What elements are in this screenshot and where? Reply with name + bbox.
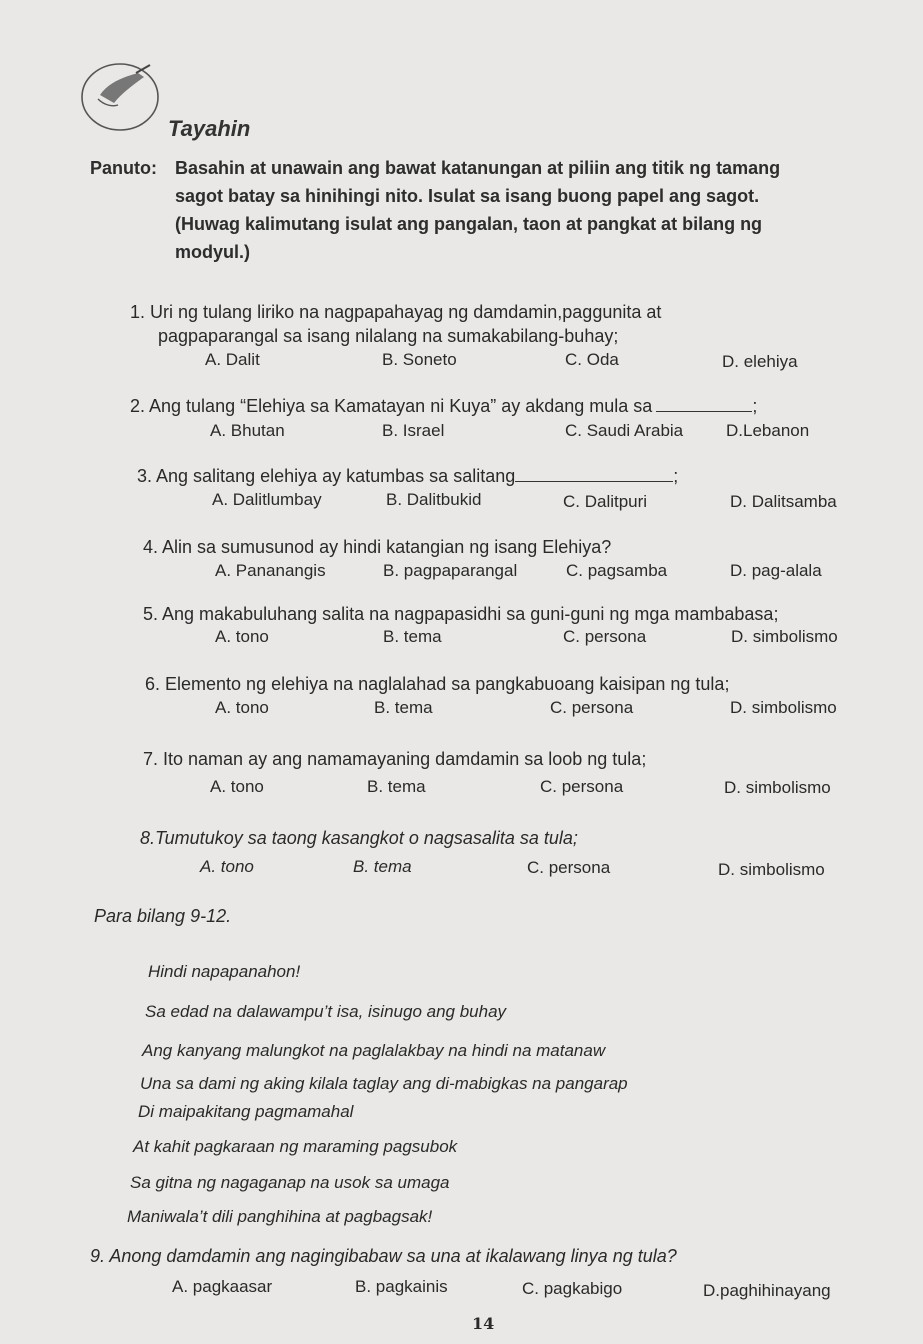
- question-3-option-a: A. Dalitlumbay: [212, 490, 322, 509]
- question-3-option-d: D. Dalitsamba: [730, 492, 837, 511]
- question-9-option-b: B. pagkainis: [355, 1277, 448, 1296]
- question-2-option-b: B. Israel: [382, 421, 445, 440]
- question-1-option-b: B. Soneto: [382, 350, 457, 369]
- poem-line-6: At kahit pagkaraan ng maraming pagsubok: [133, 1137, 458, 1156]
- poem-line-8: Maniwala’t dili panghihina at pagbagsak!: [127, 1207, 433, 1226]
- poem-line-5: Di maipakitang pagmamahal: [138, 1102, 354, 1121]
- question-6-option-d: D. simbolismo: [730, 698, 837, 717]
- question-1-option-c: C. Oda: [565, 350, 619, 369]
- question-1-text-line-1: 1. Uri ng tulang liriko na nagpapahayag ng damdamin,paggunita at: [130, 302, 662, 322]
- poem-line-2: Sa edad na dalawampu’t isa, isinugo ang buhay: [145, 1002, 507, 1021]
- question-9-option-a: A. pagkaasar: [172, 1277, 273, 1296]
- question-9-option-c: C. pagkabigo: [522, 1279, 623, 1298]
- question-1-text-line-2: pagpaparangal sa isang nilalang na sumakabilang-buhay;: [158, 326, 619, 346]
- question-7-option-c: C. persona: [540, 777, 624, 796]
- section-title: Tayahin: [168, 116, 251, 141]
- question-4-option-a: A. Pananangis: [215, 561, 326, 580]
- question-8-option-b: B. tema: [353, 857, 412, 876]
- question-8-option-c: C. persona: [527, 858, 611, 877]
- instructions-line-1: Basahin at unawain ang bawat katanungan at piliin ang titik ng tamang: [175, 158, 781, 178]
- poem-line-7: Sa gitna ng nagaganap na usok sa umaga: [130, 1173, 450, 1192]
- poem-line-3: Ang kanyang malungkot na paglalakbay na hindi na matanaw: [142, 1041, 606, 1060]
- instructions-line-2: sagot batay sa hinihingi nito. Isulat sa isang buong papel ang sagot.: [175, 186, 760, 206]
- answer-blank: [515, 467, 673, 482]
- question-7-text: 7. Ito naman ay ang namamayaning damdamin sa loob ng tula;: [143, 749, 647, 769]
- question-8-option-a: A. tono: [200, 857, 254, 876]
- question-7-option-b: B. tema: [367, 777, 426, 796]
- writing-hand-icon: [78, 55, 168, 140]
- question-6-option-a: A. tono: [215, 698, 269, 717]
- page-number: 14: [472, 1314, 495, 1333]
- question-2-option-c: C. Saudi Arabia: [565, 421, 684, 440]
- question-5-option-b: B. tema: [383, 627, 442, 646]
- question-7-option-a: A. tono: [210, 777, 264, 796]
- poem-line-1: Hindi napapanahon!: [148, 962, 301, 981]
- instructions-label: Panuto:: [90, 158, 157, 178]
- question-5-option-a: A. tono: [215, 627, 269, 646]
- question-3-option-b: B. Dalitbukid: [386, 490, 482, 509]
- question-5-option-d: D. simbolismo: [731, 627, 838, 646]
- para-bilang-label: Para bilang 9-12.: [94, 906, 232, 926]
- question-2-option-d: D.Lebanon: [726, 421, 810, 440]
- question-6-option-c: C. persona: [550, 698, 634, 717]
- question-7-option-d: D. simbolismo: [724, 778, 831, 797]
- poem-line-4: Una sa dami ng aking kilala taglay ang di-mabigkas na pangarap: [140, 1074, 628, 1093]
- question-3-option-c: C. Dalitpuri: [563, 492, 648, 511]
- instructions-line-4: modyul.): [175, 242, 250, 262]
- question-6-option-b: B. tema: [374, 698, 433, 717]
- question-3-text: 3. Ang salitang elehiya ay katumbas sa salitang ;: [137, 466, 679, 486]
- question-8-option-d: D. simbolismo: [718, 860, 825, 879]
- question-5-text: 5. Ang makabuluhang salita na nagpapasidhi sa guni-guni ng mga mambabasa;: [143, 604, 779, 624]
- answer-blank: [656, 397, 752, 412]
- question-4-option-d: D. pag-alala: [730, 561, 822, 580]
- question-6-text: 6. Elemento ng elehiya na naglalahad sa pangkabuoang kaisipan ng tula;: [145, 674, 730, 694]
- question-4-option-b: B. pagpaparangal: [383, 561, 518, 580]
- question-1-option-d: D. elehiya: [722, 352, 798, 371]
- question-9-option-d: D.paghihinayang: [703, 1281, 831, 1300]
- question-2-text: 2. Ang tulang “Elehiya sa Kamatayan ni Kuya” ay akdang mula sa ;: [130, 396, 758, 416]
- instructions-line-3: (Huwag kalimutang isulat ang pangalan, taon at pangkat at bilang ng: [175, 214, 763, 234]
- question-2-option-a: A. Bhutan: [210, 421, 285, 440]
- question-4-option-c: C. pagsamba: [566, 561, 668, 580]
- question-8-text: 8.Tumutukoy sa taong kasangkot o nagsasalita sa tula;: [140, 828, 578, 848]
- question-1-option-a: A. Dalit: [205, 350, 260, 369]
- question-9-text: 9. Anong damdamin ang nagingibabaw sa una at ikalawang linya ng tula?: [90, 1246, 677, 1266]
- question-4-text: 4. Alin sa sumusunod ay hindi katangian ng isang Elehiya?: [143, 537, 612, 557]
- question-5-option-c: C. persona: [563, 627, 647, 646]
